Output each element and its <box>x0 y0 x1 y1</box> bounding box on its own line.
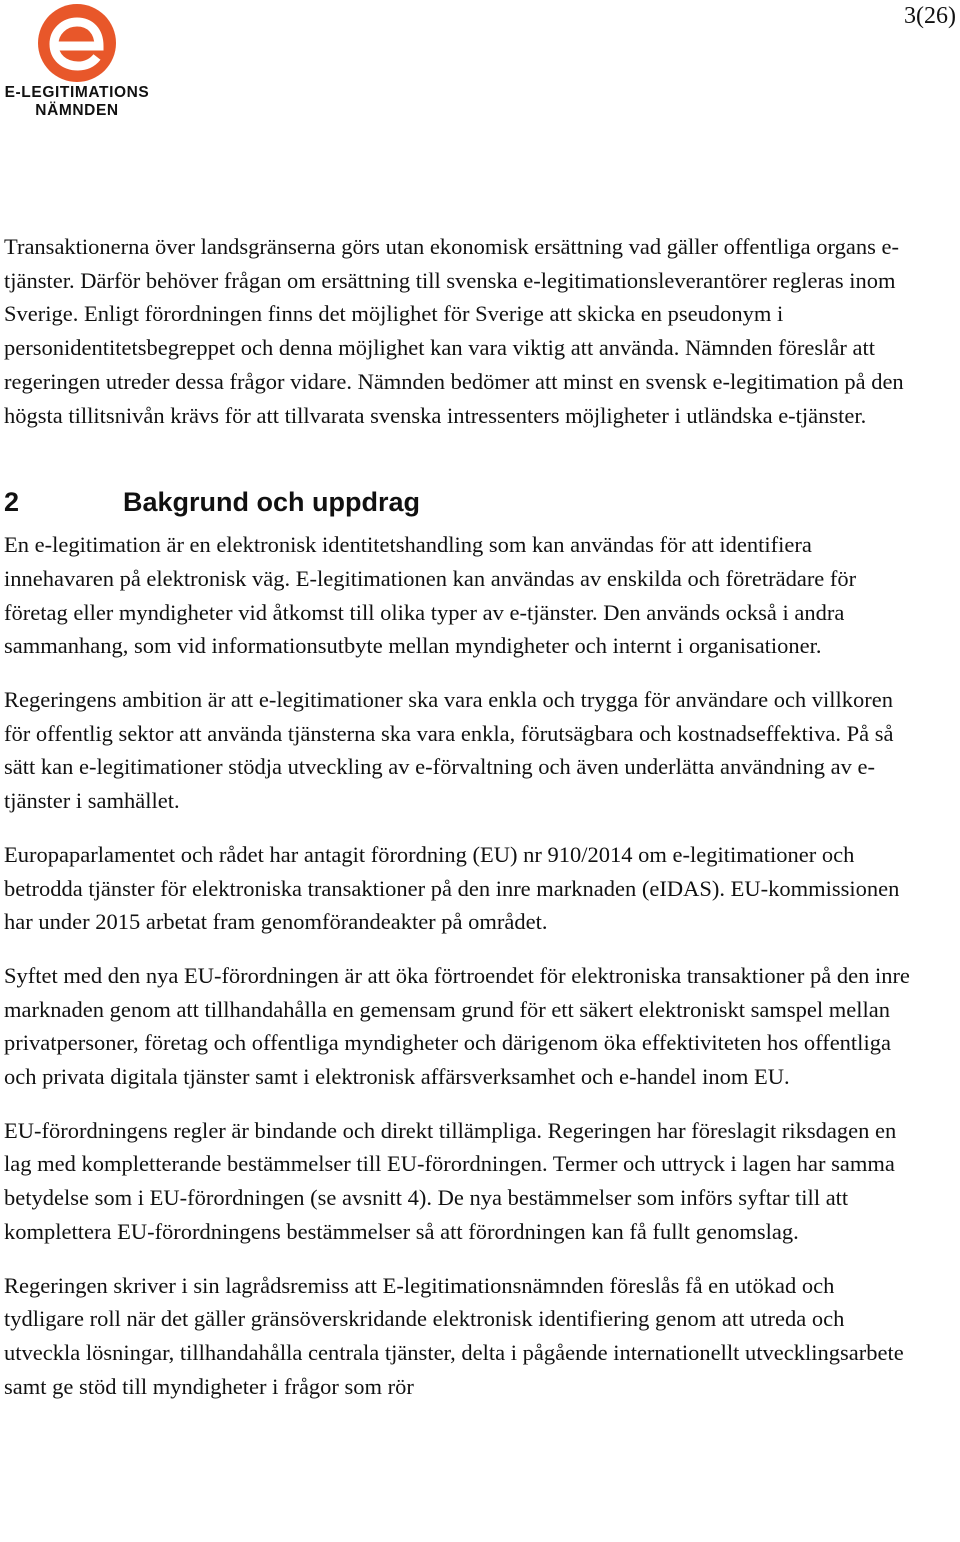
paragraph: Regeringen skriver i sin lagrådsremiss att E-legitimationsnämnden föreslås få en utökad och tydligare roll när det gäller gränsöverskridande elektronisk identifiering genom att utreda och utveckla lösningar, tillhandahålla centrala tjänster, delta i pågående internationellt utvecklingsarbete samt ge stöd till myndigheter i frågor som rör <box>4 1272 904 1399</box>
paragraph: Syftet med den nya EU-förordningen är att öka förtroendet för elektroniska transaktioner på den inre marknaden genom att tillhandahålla en gemensam grund för ett säkert elektroniskt samspel mellan privatpersoner, företag och offentliga myndigheter och därigenom öka effektiviteten hos offentliga och privata digitala tjänster samt i elektronisk affärsverksamhet och e-handel inom EU. <box>4 962 910 1090</box>
section-title: Bakgrund och uppdrag <box>123 487 420 518</box>
section-number: 2 <box>4 487 20 518</box>
logo <box>2 2 152 122</box>
document-body <box>4 230 916 1423</box>
logo-line2: NÄMNDEN <box>35 102 119 119</box>
paragraph: EU-förordningens regler är bindande och direkt tillämpliga. Regeringen har föreslagit riksdagen en lag med kompletterande bestämmelser till EU-förordningen. Termer och uttryck i lagen har samma betydelse som i EU-förordningen (se avsnitt 4). De nya bestämmelser som införs syftar till att komplettera EU-förordningens bestämmelser så att förordningen kan få fullt genomslag. <box>4 1117 897 1244</box>
logo-line1: E-LEGITIMATIONS <box>4 84 150 101</box>
paragraph: Europaparlamentet och rådet har antagit förordning (EU) nr 910/2014 om e-legitimationer och betrodda tjänster för elektroniska transaktioner på den inre marknaden (eIDAS). EU-kommissionen har under 2015 arbetat fram genomförandeakter på området. <box>4 841 900 935</box>
page-number: 3(26) <box>904 3 956 29</box>
intro-paragraph: Transaktionerna över landsgränserna görs utan ekonomisk ersättning vad gäller offentliga organs e-tjänster. Därför behöver frågan om ersättning till svenska e-legitimationsleverantörer regleras inom Sverige. Enligt förordningen finns det möjlighet för Sverige att skicka en pseudonym i personidentitetsbegreppet och denna möjlighet kan vara viktig att använda. Nämnden föreslår att regeringen utreder dessa frågor vidare. Nämnden bedömer att minst en svensk e-legitimation på den högsta tillitsnivån krävs för att tillvarata svenska intressenters möjligheter i utländska e-tjänster. <box>4 234 904 428</box>
paragraph: En e-legitimation är en elektronisk identitetshandling som kan användas för att identifiera innehavaren på elektronisk väg. E-legitimationen kan användas av enskilda och företrädare för företag eller myndigheter vid åtkomst till olika typer av e-tjänster. Den används också i andra sammanhang, som vid informationsutbyte mellan myndigheter och internt i organisationer. <box>4 532 857 659</box>
e-logo-icon <box>36 2 118 84</box>
section-heading <box>4 484 916 520</box>
paragraph: Regeringens ambition är att e-legitimationer ska vara enkla och trygga för användare och villkoren för offentlig sektor att använda tjänsterna ska vara enkla, förutsägbara och kostnadseffektiva. På så sätt kan e-legitimationer stödja utveckling av e-förvaltning och även underlätta användning av e-tjänster i samhället. <box>4 687 894 814</box>
